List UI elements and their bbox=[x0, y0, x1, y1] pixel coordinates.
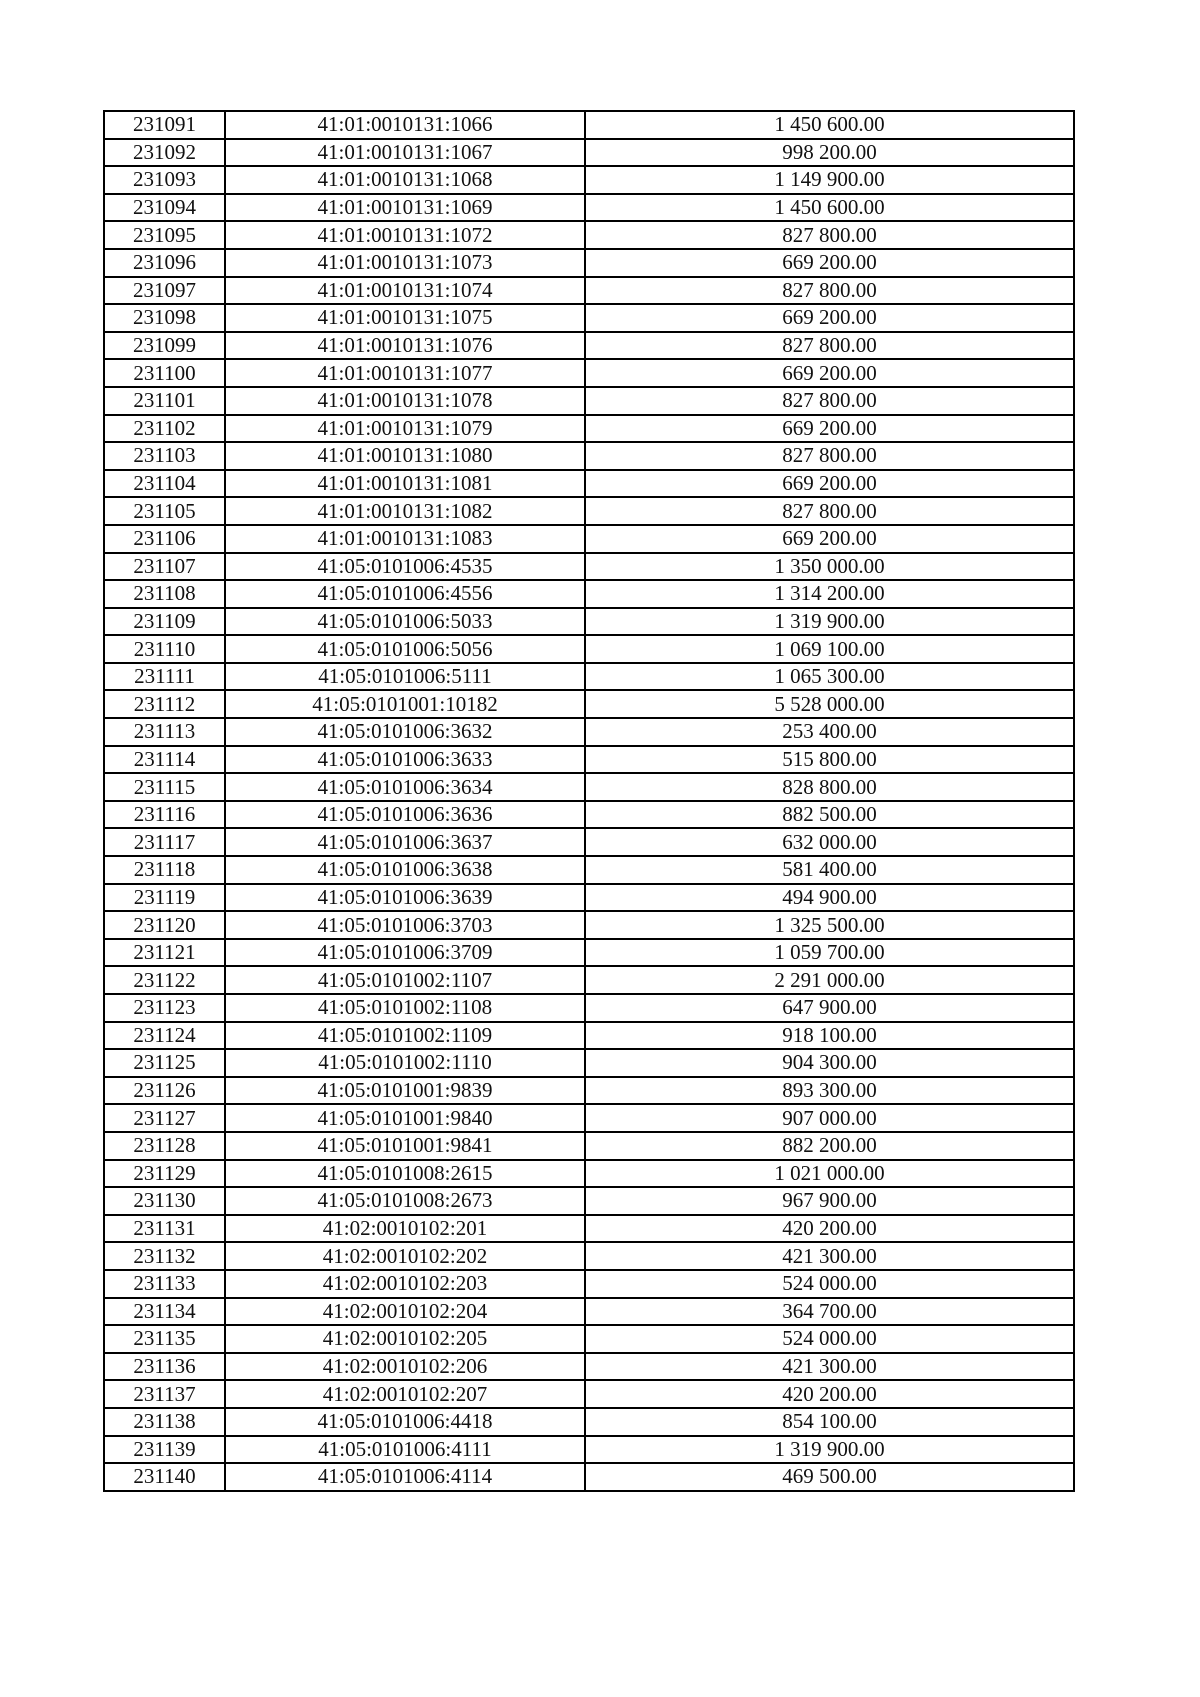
table-row bbox=[104, 884, 1074, 912]
table-row bbox=[104, 1077, 1074, 1105]
value-cell: 1 319 900.00 bbox=[585, 1436, 1074, 1464]
table-row bbox=[104, 139, 1074, 167]
value-cell: 515 800.00 bbox=[585, 746, 1074, 774]
value-cell: 647 900.00 bbox=[585, 994, 1074, 1022]
table-row bbox=[104, 1270, 1074, 1298]
value-cell: 827 800.00 bbox=[585, 387, 1074, 415]
row-number-cell: 231105 bbox=[104, 497, 225, 525]
value-cell: 904 300.00 bbox=[585, 1049, 1074, 1077]
row-number-cell: 231122 bbox=[104, 966, 225, 994]
cadastral-number-cell: 41:02:0010102:201 bbox=[225, 1215, 585, 1243]
cadastral-number-cell: 41:05:0101006:3709 bbox=[225, 939, 585, 967]
table-row bbox=[104, 746, 1074, 774]
table-row bbox=[104, 553, 1074, 581]
value-cell: 1 350 000.00 bbox=[585, 553, 1074, 581]
cadastral-number-cell: 41:01:0010131:1068 bbox=[225, 166, 585, 194]
row-number-cell: 231124 bbox=[104, 1022, 225, 1050]
table-row bbox=[104, 442, 1074, 470]
table-row bbox=[104, 1242, 1074, 1270]
value-cell: 1 069 100.00 bbox=[585, 635, 1074, 663]
row-number-cell: 231118 bbox=[104, 856, 225, 884]
table-row bbox=[104, 1187, 1074, 1215]
row-number-cell: 231107 bbox=[104, 553, 225, 581]
cadastral-value-table bbox=[103, 110, 1075, 1492]
value-cell: 1 149 900.00 bbox=[585, 166, 1074, 194]
table-row bbox=[104, 1104, 1074, 1132]
table-row bbox=[104, 690, 1074, 718]
row-number-cell: 231131 bbox=[104, 1215, 225, 1243]
value-cell: 420 200.00 bbox=[585, 1380, 1074, 1408]
row-number-cell: 231121 bbox=[104, 939, 225, 967]
row-number-cell: 231114 bbox=[104, 746, 225, 774]
table-row bbox=[104, 332, 1074, 360]
row-number-cell: 231126 bbox=[104, 1077, 225, 1105]
table-row bbox=[104, 580, 1074, 608]
row-number-cell: 231125 bbox=[104, 1049, 225, 1077]
cadastral-number-cell: 41:05:0101001:10182 bbox=[225, 690, 585, 718]
value-cell: 1 325 500.00 bbox=[585, 911, 1074, 939]
table-row bbox=[104, 635, 1074, 663]
value-cell: 893 300.00 bbox=[585, 1077, 1074, 1105]
row-number-cell: 231106 bbox=[104, 525, 225, 553]
cadastral-number-cell: 41:02:0010102:206 bbox=[225, 1353, 585, 1381]
value-cell: 998 200.00 bbox=[585, 139, 1074, 167]
value-cell: 1 059 700.00 bbox=[585, 939, 1074, 967]
row-number-cell: 231094 bbox=[104, 194, 225, 222]
row-number-cell: 231116 bbox=[104, 801, 225, 829]
table-body bbox=[104, 111, 1074, 1491]
cadastral-number-cell: 41:01:0010131:1075 bbox=[225, 304, 585, 332]
table-row bbox=[104, 1436, 1074, 1464]
table-row bbox=[104, 415, 1074, 443]
value-cell: 421 300.00 bbox=[585, 1353, 1074, 1381]
cadastral-number-cell: 41:05:0101002:1110 bbox=[225, 1049, 585, 1077]
cadastral-number-cell: 41:01:0010131:1074 bbox=[225, 277, 585, 305]
value-cell: 421 300.00 bbox=[585, 1242, 1074, 1270]
table-row bbox=[104, 304, 1074, 332]
cadastral-number-cell: 41:05:0101006:3703 bbox=[225, 911, 585, 939]
cadastral-number-cell: 41:05:0101008:2615 bbox=[225, 1160, 585, 1188]
row-number-cell: 231091 bbox=[104, 111, 225, 139]
row-number-cell: 231113 bbox=[104, 718, 225, 746]
cadastral-number-cell: 41:05:0101006:4418 bbox=[225, 1408, 585, 1436]
table-row bbox=[104, 1380, 1074, 1408]
row-number-cell: 231129 bbox=[104, 1160, 225, 1188]
cadastral-number-cell: 41:01:0010131:1073 bbox=[225, 249, 585, 277]
value-cell: 1 450 600.00 bbox=[585, 194, 1074, 222]
cadastral-number-cell: 41:05:0101002:1107 bbox=[225, 966, 585, 994]
value-cell: 524 000.00 bbox=[585, 1325, 1074, 1353]
table-row bbox=[104, 1215, 1074, 1243]
cadastral-number-cell: 41:02:0010102:207 bbox=[225, 1380, 585, 1408]
cadastral-number-cell: 41:02:0010102:203 bbox=[225, 1270, 585, 1298]
row-number-cell: 231136 bbox=[104, 1353, 225, 1381]
cadastral-number-cell: 41:05:0101006:4111 bbox=[225, 1436, 585, 1464]
cadastral-number-cell: 41:05:0101001:9841 bbox=[225, 1132, 585, 1160]
value-cell: 827 800.00 bbox=[585, 497, 1074, 525]
table-row bbox=[104, 470, 1074, 498]
cadastral-number-cell: 41:05:0101006:3638 bbox=[225, 856, 585, 884]
value-cell: 669 200.00 bbox=[585, 525, 1074, 553]
row-number-cell: 231110 bbox=[104, 635, 225, 663]
table-row bbox=[104, 608, 1074, 636]
table-row bbox=[104, 801, 1074, 829]
row-number-cell: 231109 bbox=[104, 608, 225, 636]
row-number-cell: 231132 bbox=[104, 1242, 225, 1270]
table-row bbox=[104, 994, 1074, 1022]
value-cell: 364 700.00 bbox=[585, 1298, 1074, 1326]
table-row bbox=[104, 194, 1074, 222]
cadastral-number-cell: 41:01:0010131:1082 bbox=[225, 497, 585, 525]
cadastral-number-cell: 41:05:0101008:2673 bbox=[225, 1187, 585, 1215]
table-row bbox=[104, 359, 1074, 387]
cadastral-number-cell: 41:02:0010102:204 bbox=[225, 1298, 585, 1326]
value-cell: 669 200.00 bbox=[585, 470, 1074, 498]
row-number-cell: 231133 bbox=[104, 1270, 225, 1298]
cadastral-number-cell: 41:01:0010131:1077 bbox=[225, 359, 585, 387]
row-number-cell: 231108 bbox=[104, 580, 225, 608]
value-cell: 882 500.00 bbox=[585, 801, 1074, 829]
table-row bbox=[104, 166, 1074, 194]
cadastral-number-cell: 41:05:0101006:3632 bbox=[225, 718, 585, 746]
table-row bbox=[104, 773, 1074, 801]
row-number-cell: 231137 bbox=[104, 1380, 225, 1408]
cadastral-number-cell: 41:05:0101001:9839 bbox=[225, 1077, 585, 1105]
value-cell: 669 200.00 bbox=[585, 415, 1074, 443]
value-cell: 827 800.00 bbox=[585, 332, 1074, 360]
table-row bbox=[104, 221, 1074, 249]
row-number-cell: 231120 bbox=[104, 911, 225, 939]
value-cell: 967 900.00 bbox=[585, 1187, 1074, 1215]
table-row bbox=[104, 1049, 1074, 1077]
row-number-cell: 231134 bbox=[104, 1298, 225, 1326]
table-row bbox=[104, 525, 1074, 553]
row-number-cell: 231139 bbox=[104, 1436, 225, 1464]
table-row bbox=[104, 856, 1074, 884]
value-cell: 253 400.00 bbox=[585, 718, 1074, 746]
value-cell: 907 000.00 bbox=[585, 1104, 1074, 1132]
value-cell: 827 800.00 bbox=[585, 442, 1074, 470]
value-cell: 420 200.00 bbox=[585, 1215, 1074, 1243]
cadastral-number-cell: 41:01:0010131:1067 bbox=[225, 139, 585, 167]
cadastral-number-cell: 41:01:0010131:1072 bbox=[225, 221, 585, 249]
cadastral-number-cell: 41:01:0010131:1069 bbox=[225, 194, 585, 222]
cadastral-number-cell: 41:01:0010131:1078 bbox=[225, 387, 585, 415]
value-cell: 2 291 000.00 bbox=[585, 966, 1074, 994]
value-cell: 827 800.00 bbox=[585, 221, 1074, 249]
value-cell: 828 800.00 bbox=[585, 773, 1074, 801]
cadastral-number-cell: 41:01:0010131:1076 bbox=[225, 332, 585, 360]
table-row bbox=[104, 497, 1074, 525]
cadastral-number-cell: 41:05:0101006:3637 bbox=[225, 828, 585, 856]
cadastral-number-cell: 41:01:0010131:1081 bbox=[225, 470, 585, 498]
table-row bbox=[104, 1408, 1074, 1436]
cadastral-number-cell: 41:05:0101002:1109 bbox=[225, 1022, 585, 1050]
cadastral-number-cell: 41:05:0101006:3633 bbox=[225, 746, 585, 774]
row-number-cell: 231101 bbox=[104, 387, 225, 415]
row-number-cell: 231140 bbox=[104, 1463, 225, 1491]
table-row bbox=[104, 718, 1074, 746]
value-cell: 632 000.00 bbox=[585, 828, 1074, 856]
row-number-cell: 231103 bbox=[104, 442, 225, 470]
row-number-cell: 231127 bbox=[104, 1104, 225, 1132]
cadastral-number-cell: 41:05:0101006:3636 bbox=[225, 801, 585, 829]
row-number-cell: 231112 bbox=[104, 690, 225, 718]
cadastral-number-cell: 41:05:0101006:5033 bbox=[225, 608, 585, 636]
cadastral-number-cell: 41:05:0101006:4114 bbox=[225, 1463, 585, 1491]
table-row bbox=[104, 1463, 1074, 1491]
value-cell: 1 314 200.00 bbox=[585, 580, 1074, 608]
table-row bbox=[104, 911, 1074, 939]
value-cell: 494 900.00 bbox=[585, 884, 1074, 912]
table-row bbox=[104, 1132, 1074, 1160]
value-cell: 1 021 000.00 bbox=[585, 1160, 1074, 1188]
cadastral-number-cell: 41:02:0010102:202 bbox=[225, 1242, 585, 1270]
row-number-cell: 231135 bbox=[104, 1325, 225, 1353]
row-number-cell: 231102 bbox=[104, 415, 225, 443]
table-row bbox=[104, 249, 1074, 277]
row-number-cell: 231104 bbox=[104, 470, 225, 498]
row-number-cell: 231095 bbox=[104, 221, 225, 249]
table-row bbox=[104, 966, 1074, 994]
value-cell: 524 000.00 bbox=[585, 1270, 1074, 1298]
value-cell: 1 450 600.00 bbox=[585, 111, 1074, 139]
value-cell: 581 400.00 bbox=[585, 856, 1074, 884]
value-cell: 882 200.00 bbox=[585, 1132, 1074, 1160]
cadastral-number-cell: 41:05:0101001:9840 bbox=[225, 1104, 585, 1132]
table-row bbox=[104, 387, 1074, 415]
value-cell: 854 100.00 bbox=[585, 1408, 1074, 1436]
cadastral-number-cell: 41:01:0010131:1079 bbox=[225, 415, 585, 443]
cadastral-number-cell: 41:01:0010131:1083 bbox=[225, 525, 585, 553]
value-cell: 469 500.00 bbox=[585, 1463, 1074, 1491]
value-cell: 669 200.00 bbox=[585, 304, 1074, 332]
value-cell: 5 528 000.00 bbox=[585, 690, 1074, 718]
cadastral-number-cell: 41:01:0010131:1066 bbox=[225, 111, 585, 139]
row-number-cell: 231098 bbox=[104, 304, 225, 332]
cadastral-number-cell: 41:05:0101006:4535 bbox=[225, 553, 585, 581]
table-row bbox=[104, 1325, 1074, 1353]
cadastral-number-cell: 41:05:0101006:5111 bbox=[225, 663, 585, 691]
table-row bbox=[104, 111, 1074, 139]
row-number-cell: 231130 bbox=[104, 1187, 225, 1215]
row-number-cell: 231099 bbox=[104, 332, 225, 360]
table-row bbox=[104, 828, 1074, 856]
row-number-cell: 231092 bbox=[104, 139, 225, 167]
cadastral-number-cell: 41:05:0101006:3634 bbox=[225, 773, 585, 801]
row-number-cell: 231096 bbox=[104, 249, 225, 277]
row-number-cell: 231119 bbox=[104, 884, 225, 912]
value-cell: 669 200.00 bbox=[585, 359, 1074, 387]
table-row bbox=[104, 1353, 1074, 1381]
row-number-cell: 231138 bbox=[104, 1408, 225, 1436]
row-number-cell: 231093 bbox=[104, 166, 225, 194]
cadastral-number-cell: 41:01:0010131:1080 bbox=[225, 442, 585, 470]
row-number-cell: 231128 bbox=[104, 1132, 225, 1160]
table-row bbox=[104, 663, 1074, 691]
value-cell: 1 319 900.00 bbox=[585, 608, 1074, 636]
value-cell: 669 200.00 bbox=[585, 249, 1074, 277]
table-row bbox=[104, 277, 1074, 305]
table-row bbox=[104, 939, 1074, 967]
cadastral-number-cell: 41:02:0010102:205 bbox=[225, 1325, 585, 1353]
table-row bbox=[104, 1022, 1074, 1050]
cadastral-number-cell: 41:05:0101006:3639 bbox=[225, 884, 585, 912]
value-cell: 1 065 300.00 bbox=[585, 663, 1074, 691]
row-number-cell: 231111 bbox=[104, 663, 225, 691]
row-number-cell: 231100 bbox=[104, 359, 225, 387]
cadastral-number-cell: 41:05:0101006:5056 bbox=[225, 635, 585, 663]
row-number-cell: 231123 bbox=[104, 994, 225, 1022]
value-cell: 918 100.00 bbox=[585, 1022, 1074, 1050]
row-number-cell: 231115 bbox=[104, 773, 225, 801]
value-cell: 827 800.00 bbox=[585, 277, 1074, 305]
row-number-cell: 231097 bbox=[104, 277, 225, 305]
cadastral-number-cell: 41:05:0101002:1108 bbox=[225, 994, 585, 1022]
cadastral-number-cell: 41:05:0101006:4556 bbox=[225, 580, 585, 608]
table-row bbox=[104, 1298, 1074, 1326]
table-row bbox=[104, 1160, 1074, 1188]
row-number-cell: 231117 bbox=[104, 828, 225, 856]
